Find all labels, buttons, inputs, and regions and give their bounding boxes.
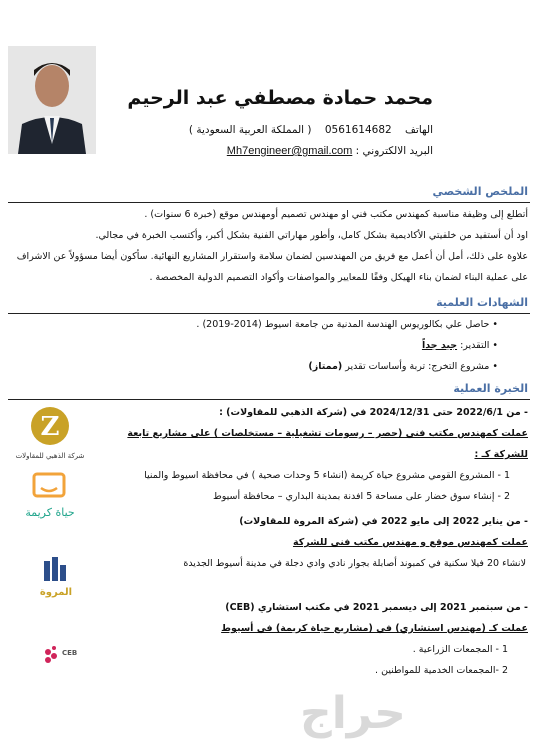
project-item — [8, 356, 498, 377]
job-entry — [100, 511, 528, 574]
ceb-logo — [40, 642, 100, 672]
email-label: البريد الالكتروني : — [355, 145, 433, 157]
summary-line: علاوة على ذلك، أمل أن أعمل مع فريق من المهندسين لضمان سلامة واستقرار المشاريع النهائية. سأكون أيضا مسؤولاً عن الاشراف — [16, 251, 528, 262]
grade-value: جيد جداً — [421, 340, 458, 351]
summary-line: اود أن أستفيد من خلفيتي الأكاديمية بشكل كامل، وأطور مهاراتي الفنية بشكل أكبر، وأكتسب الخبرة في مجالي. — [95, 230, 528, 241]
grade-label: • التقدير: — [460, 340, 498, 351]
grade-item — [8, 335, 498, 356]
hayah-logo-text: حياة كريمة — [25, 506, 75, 519]
marwa-logo-text: المروة — [39, 587, 73, 598]
ceb-logo-text: CEB — [62, 649, 78, 657]
job-period: - من 2022/6/1 حتى 2024/12/31 في (شركة الذهبي للمقاولات) : — [219, 407, 528, 418]
haraj-watermark: حراج — [300, 688, 406, 739]
job-role: عملت كمهندس موقع و مهندس مكتب فني للشركة — [292, 537, 528, 548]
candidate-name: محمد حمادة مصطفي عبد الرحيم — [127, 87, 433, 109]
phone-number: 0561614682 — [324, 124, 392, 136]
marwa-logo — [24, 555, 88, 605]
job-item: 2 -المجمعات الخدمية للمواطنين . — [375, 665, 508, 676]
certificates-title: الشهادات العلمية — [436, 296, 528, 309]
experience-title: الخبرة العملية — [453, 382, 528, 395]
project-value: (ممتاز) — [308, 361, 343, 372]
dahaby-logo — [14, 404, 86, 464]
dahaby-logo-text: شركة الذهبي للمقاولات — [15, 452, 85, 460]
svg-text:Z: Z — [40, 412, 60, 442]
job-item: 1 - المجمعات الزراعية . — [412, 644, 508, 655]
degree-item: • حاصل علي بكالوريوس الهندسة المدنية من جامعة اسيوط (2014-2019) . — [196, 319, 498, 330]
country: ( المملكة العربية السعودية ) — [188, 124, 312, 136]
certificates-list — [8, 314, 498, 377]
email-link[interactable]: Mh7engineer@gmail.com — [226, 145, 353, 157]
email-line — [227, 145, 433, 157]
job-period: - من سبتمبر 2021 إلى ديسمبر 2021 في مكتب استشاري (CEB) — [225, 602, 528, 613]
job-entry — [100, 402, 528, 507]
job-role: عملت كمهندس مكتب فني (حصر – رسومات تشغيلية – مستخلصات ) على مشاريع تابعة للشركة كـ : — [127, 428, 528, 460]
summary-text — [8, 204, 528, 288]
summary-line: على عملية البناء لضمان بناء الهيكل وفقًا للمعايير والمواصفات وأكواد التصميم الدولية المخصصة . — [149, 272, 528, 283]
summary-title: الملخص الشخصي — [432, 185, 528, 198]
phone-label: الهاتف — [405, 124, 433, 136]
job-period: - من يناير 2022 إلى مايو 2022 في (شركة المروة للمقاولات) — [239, 516, 528, 527]
hayah-karima-logo — [25, 472, 75, 542]
experience-divider — [8, 399, 530, 400]
project-label: • مشروع التخرج: تربة وأساسات تقدير — [345, 361, 498, 372]
job-item: 1 - المشروع القومي مشروع حياة كريمة (انشاء 5 وحدات صحية ) في محافظة اسيوط والمنيا — [144, 470, 510, 481]
job-entry — [100, 597, 528, 681]
summary-line: أتطلع إلى وظيفة مناسبة كمهندس مكتب فني او مهندس تصميم أومهندس موقع (خبرة 6 سنوات) . — [144, 209, 528, 220]
summary-divider — [8, 202, 530, 203]
job-role: عملت كـ (مهندس استشاري) في (مشاريع حياة كريمة) في أسيوط — [221, 623, 528, 634]
job-item: لانشاء 20 فيلا سكنية في كمبوند أصابلة بجوار نادي وادي دجلة في مدينة أسيوط الجديدة — [183, 558, 526, 569]
job-item: 2 - إنشاء سوق خضار على مساحة 5 افدنة بمدينة البداري – محافظة أسيوط — [212, 491, 510, 502]
profile-photo — [8, 46, 96, 154]
phone-line — [189, 124, 433, 136]
